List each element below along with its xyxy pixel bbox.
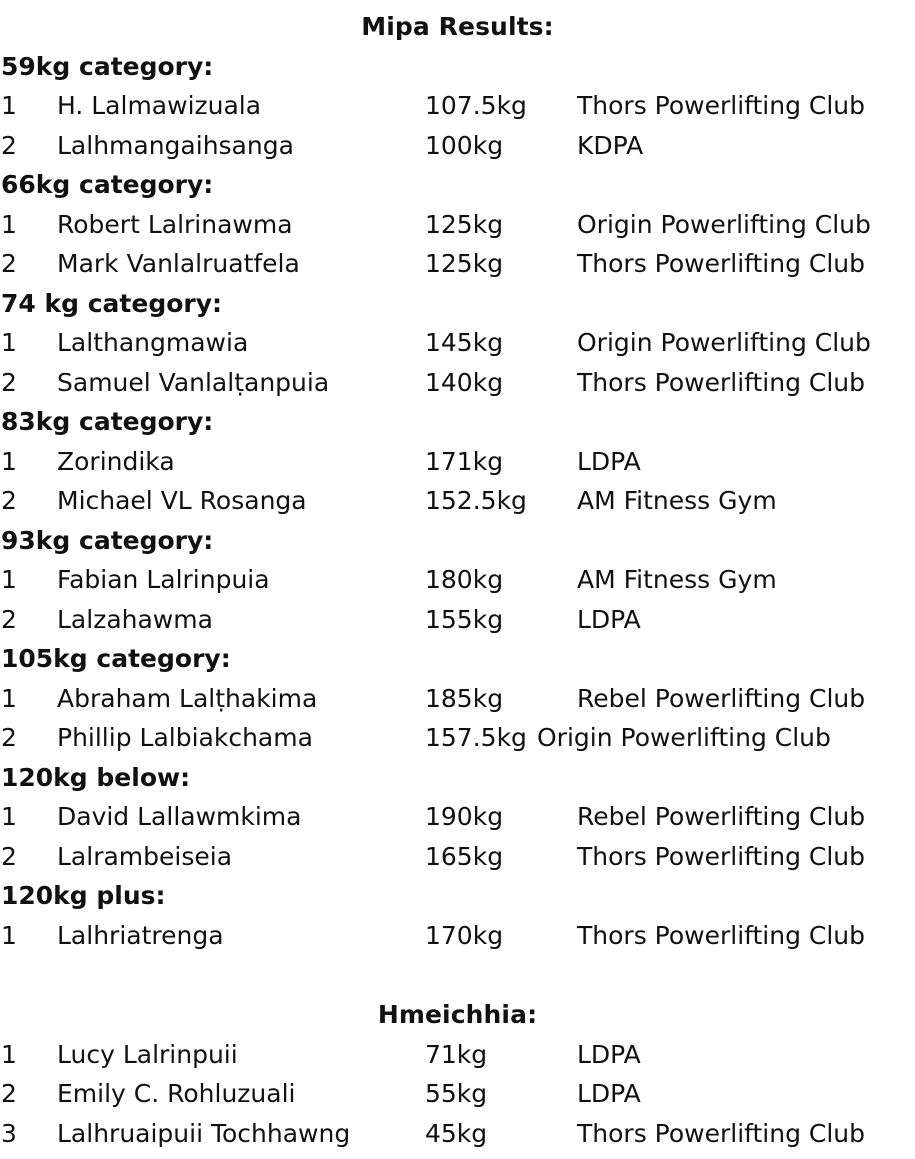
lift-weight: 185kg [425, 684, 504, 713]
club-name: AM Fitness Gym [577, 565, 777, 594]
club-name: LDPA [577, 1079, 641, 1108]
result-row [0, 368, 915, 408]
athlete-name: Zorindika [57, 447, 175, 476]
club-name: Thors Powerlifting Club [577, 368, 866, 397]
result-row [0, 605, 915, 645]
result-row [0, 447, 915, 487]
club-name: LDPA [577, 447, 641, 476]
lift-weight: 107.5kg [425, 91, 527, 120]
hmeichhia-title: Hmeichhia: [377, 1000, 538, 1029]
athlete-name: Phillip Lalbiakchama [57, 723, 313, 752]
result-row [0, 328, 915, 368]
category-heading-83kg: 83kg category: [1, 407, 214, 436]
club-name: LDPA [577, 605, 641, 634]
club-name: LDPA [577, 1040, 641, 1069]
rank: 2 [1, 368, 17, 397]
result-row [0, 131, 915, 171]
athlete-name: Emily C. Rohluzuali [57, 1079, 296, 1108]
lift-weight: 171kg [425, 447, 504, 476]
rank: 1 [1, 802, 17, 831]
rank: 1 [1, 447, 17, 476]
result-row [0, 842, 915, 882]
category-heading-93kg: 93kg category: [1, 526, 214, 555]
athlete-name: Lalrambeiseia [57, 842, 233, 871]
lift-weight: 125kg [425, 249, 504, 278]
rank: 1 [1, 328, 17, 357]
result-row [0, 1119, 915, 1159]
athlete-name: Robert Lalrinawma [57, 210, 293, 239]
athlete-name: Samuel Vanlalṭanpuia [57, 368, 330, 397]
club-name: Origin Powerlifting Club [577, 210, 871, 239]
athlete-name: Lalthangmawia [57, 328, 249, 357]
lift-weight: 100kg [425, 131, 504, 160]
athlete-name: Abraham Lalṭhakima [57, 684, 318, 713]
club-name: Rebel Powerlifting Club [577, 684, 866, 713]
result-row [0, 486, 915, 526]
club-name: Rebel Powerlifting Club [577, 802, 866, 831]
result-row [0, 565, 915, 605]
category-heading-120kg-plus: 120kg plus: [1, 881, 166, 910]
rank: 2 [1, 1079, 17, 1108]
athlete-name: Lalhruaipuii Tochhawng [57, 1119, 351, 1148]
lift-weight: 71kg [425, 1040, 488, 1069]
result-row [0, 802, 915, 842]
rank: 2 [1, 486, 17, 515]
rank: 2 [1, 249, 17, 278]
result-row [0, 210, 915, 250]
lift-weight: 152.5kg [425, 486, 527, 515]
club-name: Origin Powerlifting Club [577, 328, 871, 357]
lift-weight: 170kg [425, 921, 504, 950]
result-row [0, 1040, 915, 1080]
club-name: Origin Powerlifting Club [537, 723, 831, 752]
category-heading-74kg: 74 kg category: [1, 289, 223, 318]
result-row [0, 1079, 915, 1119]
athlete-name: Mark Vanlalruatfela [57, 249, 300, 278]
lift-weight: 140kg [425, 368, 504, 397]
rank: 2 [1, 131, 17, 160]
category-heading-59kg: 59kg category: [1, 52, 214, 81]
athlete-name: Lalhriatrenga [57, 921, 224, 950]
athlete-name: Fabian Lalrinpuia [57, 565, 270, 594]
category-heading-120kg-below: 120kg below: [1, 763, 191, 792]
club-name: Thors Powerlifting Club [577, 249, 866, 278]
category-heading-66kg: 66kg category: [1, 170, 214, 199]
athlete-name: Michael VL Rosanga [57, 486, 307, 515]
lift-weight: 55kg [425, 1079, 488, 1108]
lift-weight: 165kg [425, 842, 504, 871]
athlete-name: Lalhmangaihsanga [57, 131, 294, 160]
athlete-name: Lucy Lalrinpuii [57, 1040, 238, 1069]
rank: 1 [1, 1040, 17, 1069]
lift-weight: 190kg [425, 802, 504, 831]
lift-weight: 45kg [425, 1119, 488, 1148]
club-name: Thors Powerlifting Club [577, 921, 866, 950]
rank: 1 [1, 565, 17, 594]
club-name: Thors Powerlifting Club [577, 842, 866, 871]
result-row [0, 723, 915, 763]
rank: 2 [1, 605, 17, 634]
result-row [0, 684, 915, 724]
lift-weight: 155kg [425, 605, 504, 634]
club-name: Thors Powerlifting Club [577, 91, 866, 120]
rank: 2 [1, 842, 17, 871]
lift-weight: 180kg [425, 565, 504, 594]
athlete-name: David Lallawmkima [57, 802, 302, 831]
result-row [0, 921, 915, 961]
club-name: Thors Powerlifting Club [577, 1119, 866, 1148]
rank: 1 [1, 921, 17, 950]
rank: 1 [1, 91, 17, 120]
athlete-name: Lalzahawma [57, 605, 213, 634]
rank: 1 [1, 684, 17, 713]
rank: 3 [1, 1119, 17, 1148]
mipa-results-title: Mipa Results: [361, 12, 554, 41]
lift-weight: 145kg [425, 328, 504, 357]
rank: 2 [1, 723, 17, 752]
athlete-name: H. Lalmawizuala [57, 91, 262, 120]
lift-weight: 157.5kg [425, 723, 527, 752]
rank: 1 [1, 210, 17, 239]
lift-weight: 125kg [425, 210, 504, 239]
club-name: KDPA [577, 131, 644, 160]
result-row [0, 91, 915, 131]
category-heading-105kg: 105kg category: [1, 644, 231, 673]
club-name: AM Fitness Gym [577, 486, 777, 515]
result-row [0, 249, 915, 289]
